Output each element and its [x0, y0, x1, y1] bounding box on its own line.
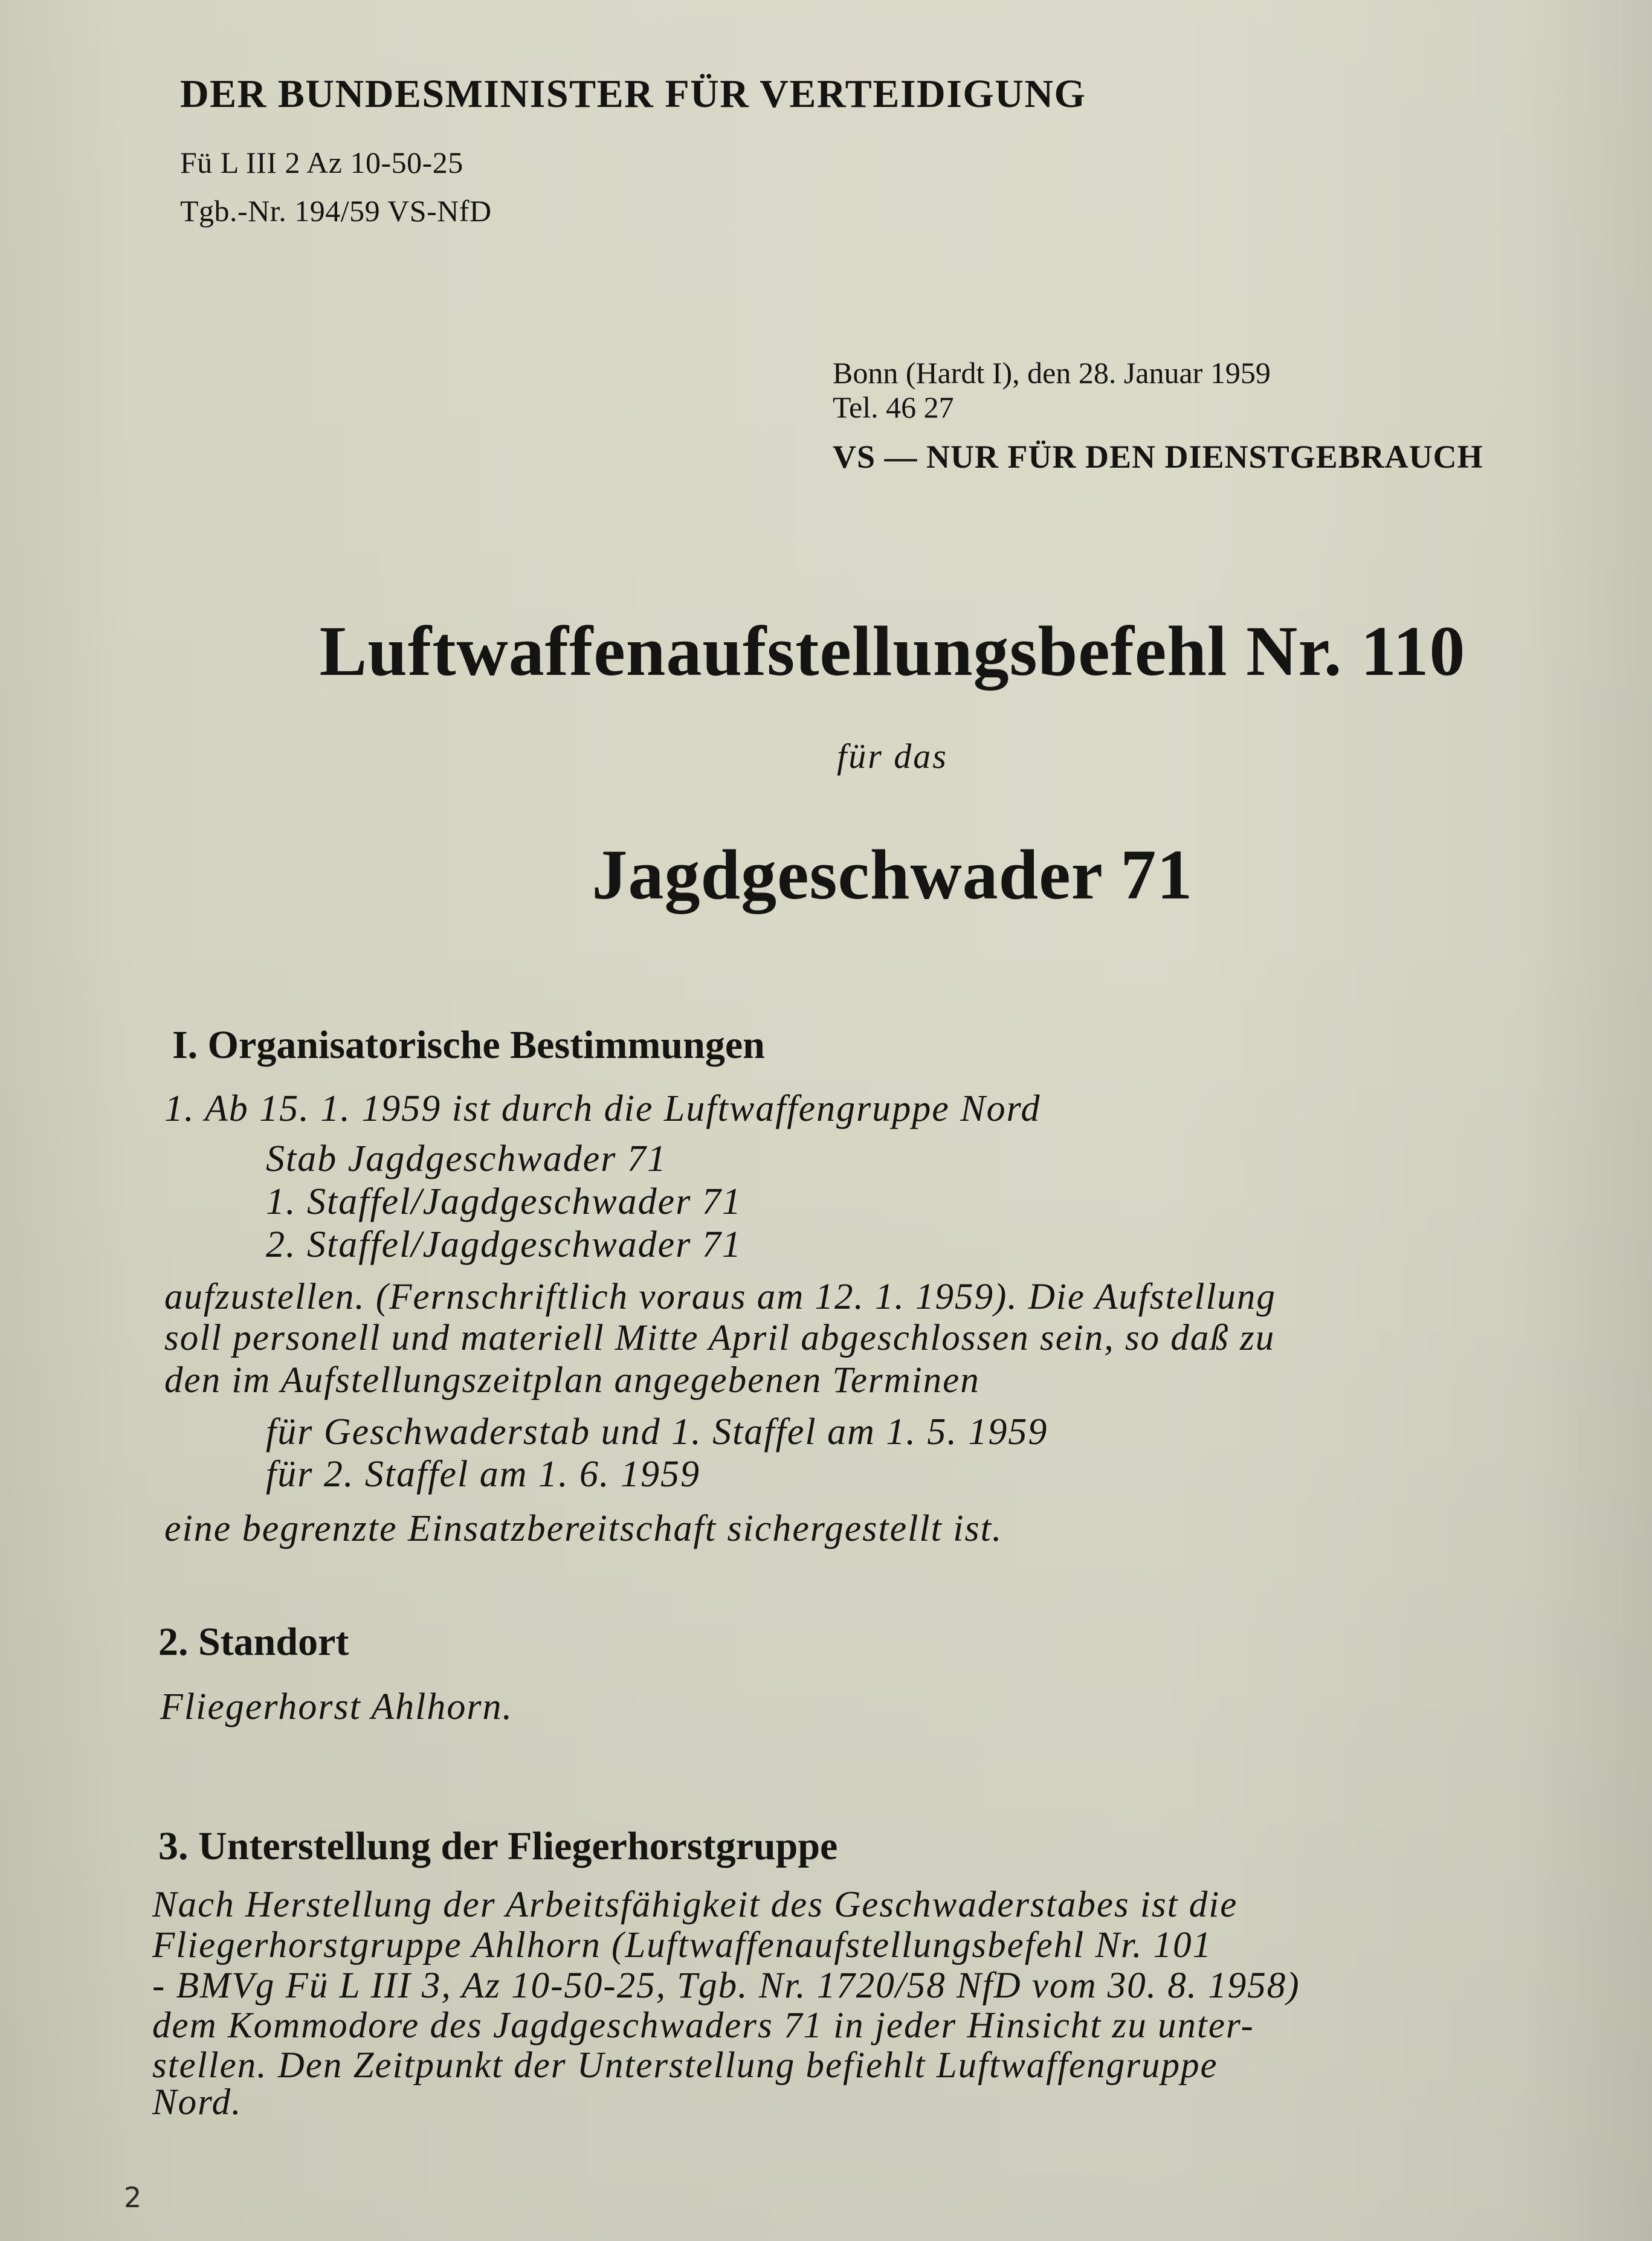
document-title: Luftwaffenaufstellungsbefehl Nr. 110 — [319, 611, 1466, 691]
title-connector: für das — [837, 737, 948, 776]
reference-number: Fü L III 2 Az 10-50-25 — [180, 146, 463, 179]
unit-title: Jagdgeschwader 71 — [592, 835, 1193, 914]
unit-line: 1. Staffel/Jagdgeschwader 71 — [266, 1181, 742, 1222]
diary-number: Tgb.-Nr. 194/59 VS-NfD — [180, 194, 492, 228]
place-date: Bonn (Hardt I), den 28. Januar 1959 — [833, 356, 1271, 390]
body-line: Nach Herstellung der Arbeitsfähigkeit des Geschwaderstabes ist die — [152, 1885, 1238, 1925]
section-heading-organisation: I. Organisatorische Bestimmungen — [172, 1023, 765, 1067]
section-heading-subordination: 3. Unterstellung der Fliegerhorstgruppe — [158, 1824, 838, 1868]
body-line: stellen. Den Zeitpunkt der Unterstellung befiehlt Luftwaffengruppe — [152, 2045, 1218, 2086]
body-line: soll personell und materiell Mitte April abgeschlossen sein, so daß zu — [164, 1318, 1276, 1358]
section-heading-location: 2. Standort — [158, 1620, 349, 1664]
body-line: den im Aufstellungszeitplan angegebenen Terminen — [164, 1360, 980, 1401]
unit-line: Stab Jagdgeschwader 71 — [266, 1138, 667, 1179]
date-line: für 2. Staffel am 1. 6. 1959 — [266, 1454, 701, 1495]
unit-line: 2. Staffel/Jagdgeschwader 71 — [266, 1224, 742, 1265]
classification-marking: VS — NUR FÜR DEN DIENSTGEBRAUCH — [833, 439, 1483, 475]
date-line: für Geschwaderstab und 1. Staffel am 1. 5. 1959 — [266, 1411, 1048, 1453]
body-line: aufzustellen. (Fernschriftlich voraus am 12. 1. 1959). Die Aufstellung — [164, 1277, 1276, 1317]
body-line: - BMVg Fü L III 3, Az 10-50-25, Tgb. Nr. 1720/58 NfD vom 30. 8. 1958) — [152, 1965, 1300, 2006]
page-number: 2 — [124, 2181, 142, 2214]
telephone: Tel. 46 27 — [833, 390, 954, 424]
body-line: Fliegerhorstgruppe Ahlhorn (Luftwaffenaufstellungsbefehl Nr. 101 — [152, 1925, 1213, 1965]
item-1-intro: 1. Ab 15. 1. 1959 ist durch die Luftwaffengruppe Nord — [164, 1088, 1041, 1129]
body-line: Nord. — [152, 2082, 242, 2123]
closing-line: eine begrenzte Einsatzbereitschaft sichergestellt ist. — [164, 1508, 1003, 1549]
body-line: dem Kommodore des Jagdgeschwaders 71 in jeder Hinsicht zu unter- — [152, 2005, 1254, 2046]
location-value: Fliegerhorst Ahlhorn. — [160, 1686, 513, 1727]
ministry-header: DER BUNDESMINISTER FÜR VERTEIDIGUNG — [180, 72, 1086, 116]
